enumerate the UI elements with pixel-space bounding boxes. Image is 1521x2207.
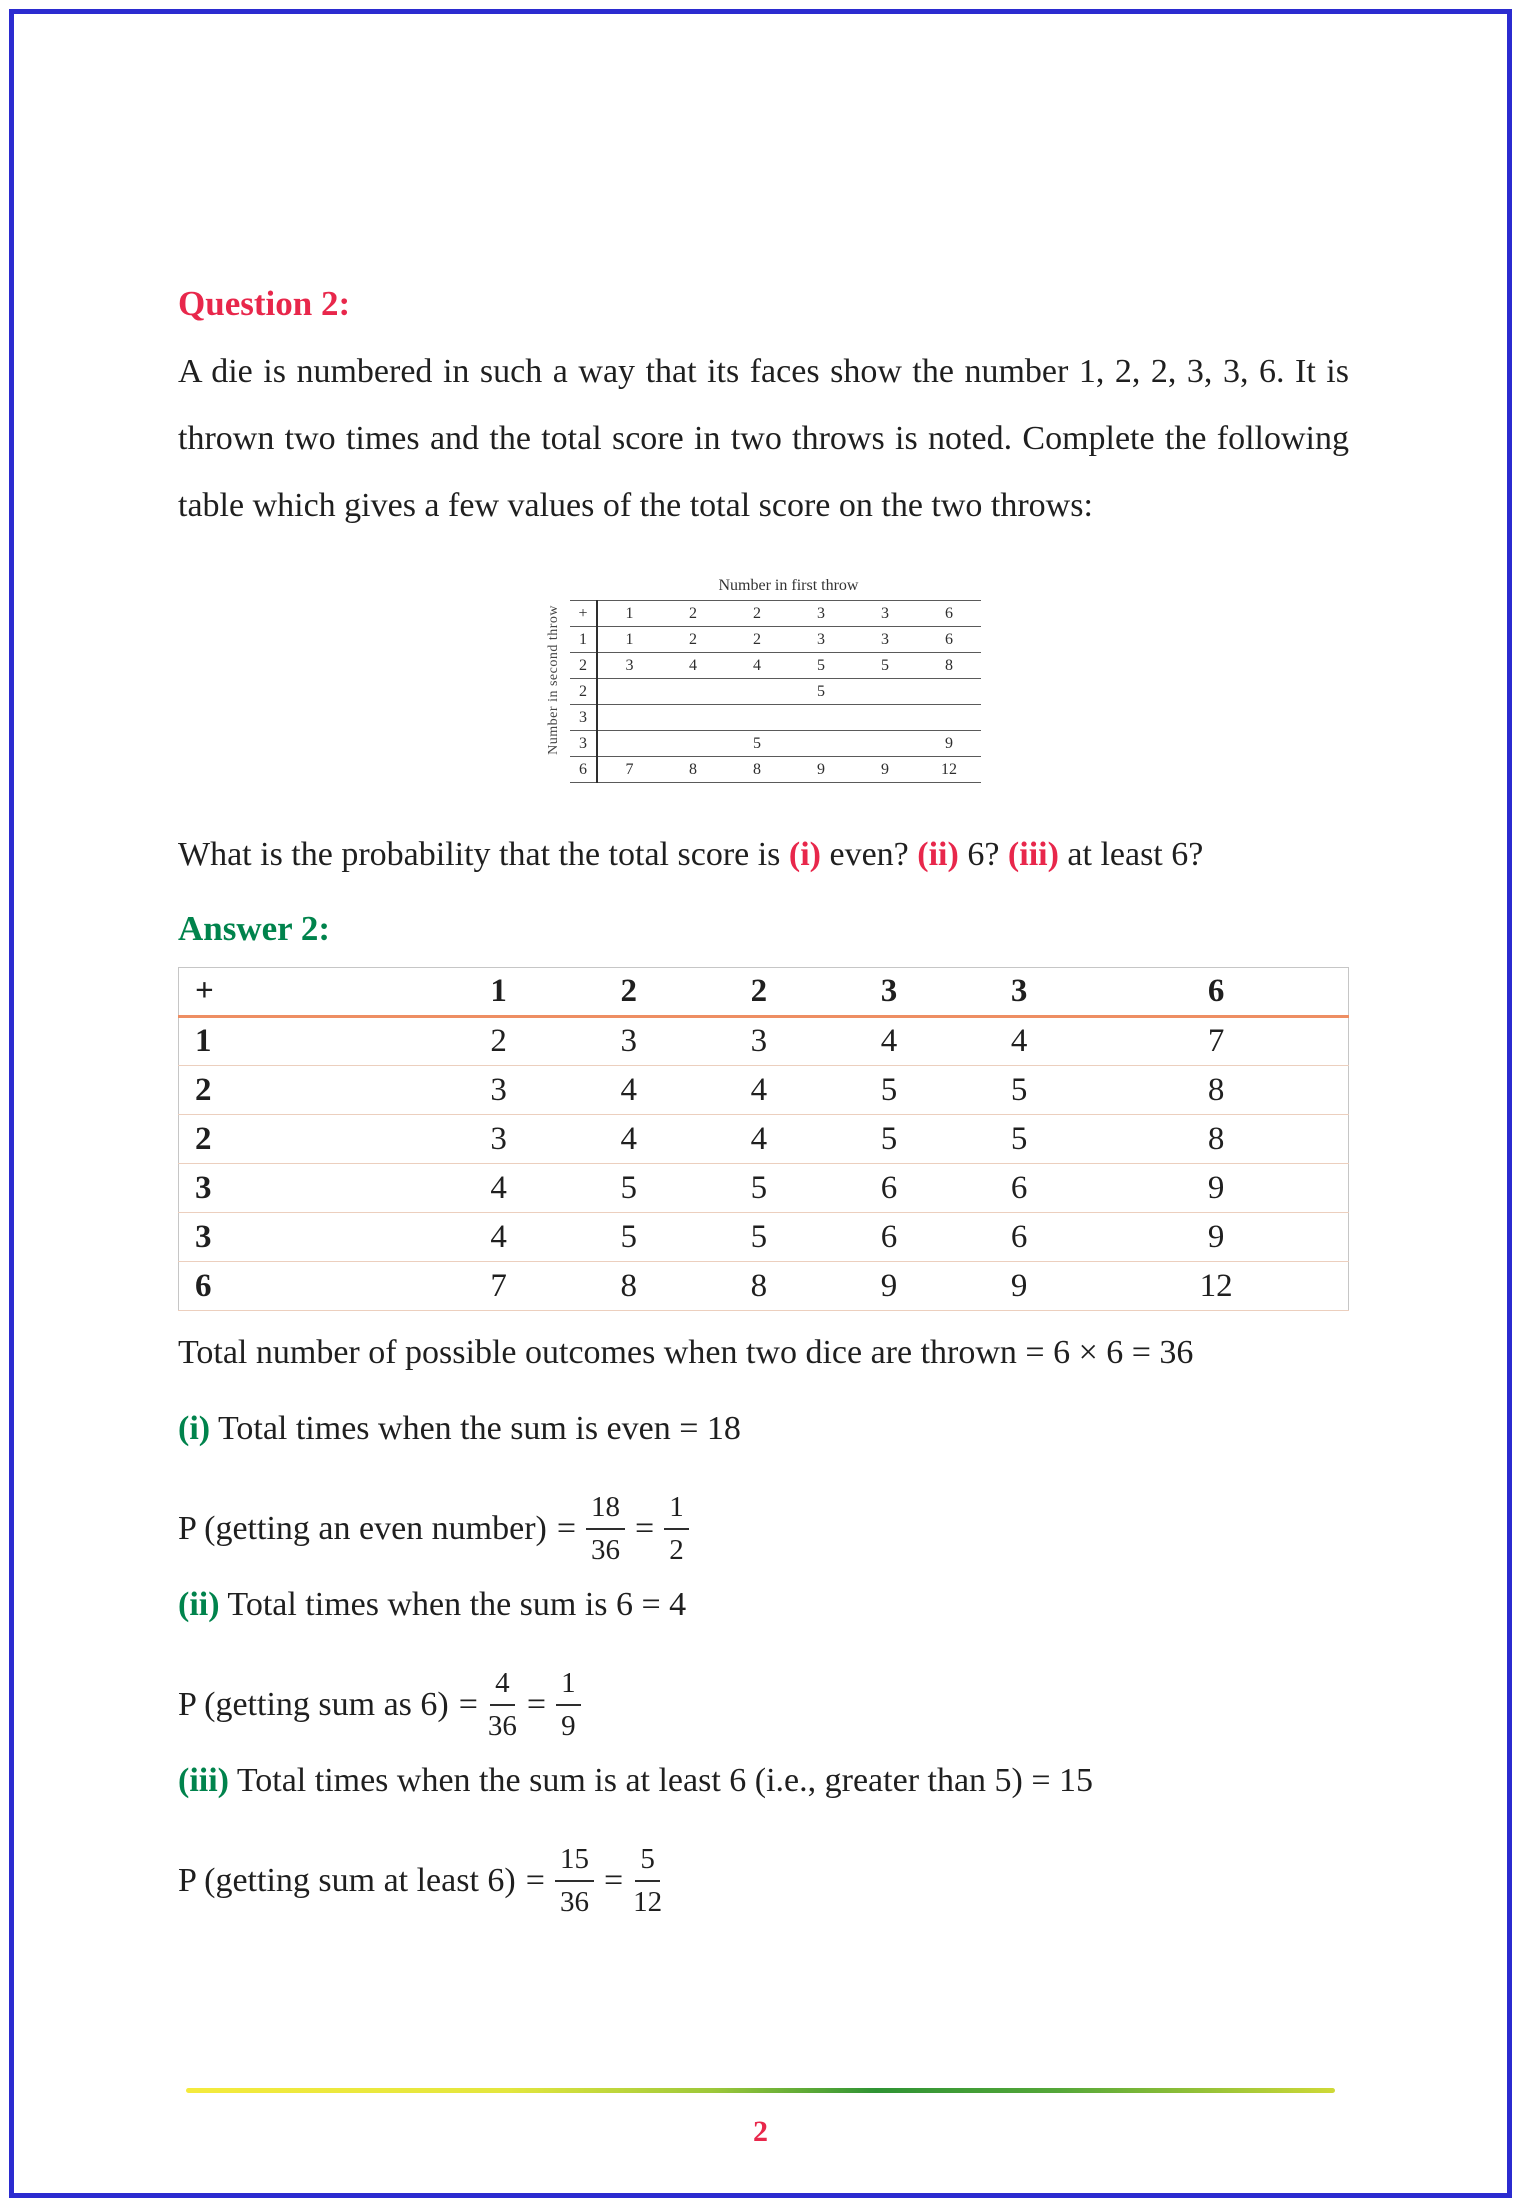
equals-sign: =: [556, 1510, 577, 1547]
table-cell: [853, 731, 917, 757]
table-cell: 4: [434, 1213, 564, 1262]
table-cell: 5: [824, 1066, 954, 1115]
fraction-denominator: 9: [561, 1710, 576, 1742]
page-content: [178, 284, 1349, 1923]
table-cell: 4: [824, 1017, 954, 1066]
table-header-cell: 3: [853, 601, 917, 627]
row-label-cell: 6: [179, 1262, 434, 1311]
second-throw-axis: [546, 605, 562, 755]
question-body: A die is numbered in such a way that its faces show the number 1, 2, 2, 3, 3, 6. It is thrown two times and the total score in two throws is noted. Complete the following table which gives a few values of the total score on the two throws:: [178, 353, 1349, 524]
table-cell: 3: [434, 1066, 564, 1115]
table-header-cell: 3: [954, 968, 1084, 1017]
marker-ii: (ii): [178, 1586, 220, 1623]
row-label-cell: 3: [179, 1213, 434, 1262]
table-cell: 9: [954, 1262, 1084, 1311]
table-cell: 2: [661, 627, 725, 653]
table-cell: 4: [661, 653, 725, 679]
table-cell: 5: [824, 1115, 954, 1164]
table-cell: 9: [1084, 1213, 1348, 1262]
fraction-numerator: 18: [586, 1490, 625, 1530]
table-header-cell: 1: [597, 601, 661, 627]
prob-prefix: What is the probability that the total score is: [178, 836, 789, 873]
table-cell: 3: [564, 1017, 694, 1066]
table-cell: 2: [434, 1017, 564, 1066]
table-cell: [597, 679, 661, 705]
table-cell: 5: [789, 679, 853, 705]
fraction-numerator: 1: [556, 1666, 581, 1706]
item-ii-text: Total times when the sum is 6 = 4: [219, 1586, 687, 1623]
equals-sign: =: [525, 1862, 545, 1899]
table-row: [179, 1115, 1349, 1164]
table-cell: 3: [597, 653, 661, 679]
second-throw-axis-label: Number in second throw: [546, 605, 561, 755]
probability-even-line: [178, 1487, 1349, 1571]
table-row: [179, 1213, 1349, 1262]
table-cell: [789, 731, 853, 757]
p-even-prefix: P (getting an even number): [178, 1510, 547, 1547]
table-cell: 8: [661, 757, 725, 783]
table-cell: 3: [434, 1115, 564, 1164]
probability-atleast-line: [178, 1839, 1349, 1923]
table-cell: 4: [694, 1115, 824, 1164]
first-throw-axis-label: Number in first throw: [718, 577, 859, 594]
table-header-cell: 2: [725, 601, 789, 627]
answer-label: Answer 2:: [178, 909, 330, 948]
table-cell: 5: [564, 1213, 694, 1262]
footer-divider: [186, 2088, 1335, 2093]
table-cell: 8: [564, 1262, 694, 1311]
item-i-text: Total times when the sum is even = 18: [210, 1410, 741, 1447]
marker-ii: (ii): [917, 836, 959, 873]
table-cell: 8: [1084, 1115, 1348, 1164]
table-cell: 4: [564, 1066, 694, 1115]
answer-item-ii: [178, 1581, 1349, 1629]
table-cell: [917, 705, 981, 731]
row-label-cell: 2: [179, 1115, 434, 1164]
table-cell: 4: [564, 1115, 694, 1164]
table-cell: 5: [789, 653, 853, 679]
table-cell: [661, 731, 725, 757]
table-cell: 4: [434, 1164, 564, 1213]
table-cell: 8: [725, 757, 789, 783]
prob-iii-text: at least 6?: [1058, 836, 1204, 873]
prob-ii-text: 6?: [958, 836, 1008, 873]
row-label-cell: 2: [179, 1066, 434, 1115]
fraction-denominator: 36: [487, 1710, 517, 1742]
fraction-numerator: 5: [635, 1842, 660, 1882]
table-cell: 6: [917, 627, 981, 653]
marker-i: (i): [178, 1410, 211, 1447]
table-row: [179, 1017, 1349, 1066]
table-row: [570, 705, 981, 731]
table-row: [570, 653, 981, 679]
table-row: [179, 1066, 1349, 1115]
table-cell: 9: [853, 757, 917, 783]
fraction: [555, 1842, 594, 1920]
table-cell: 3: [853, 627, 917, 653]
partial-table-figure: [546, 577, 981, 783]
p-six-prefix: P (getting sum as 6): [178, 1686, 449, 1723]
table-cell: [853, 679, 917, 705]
row-label-cell: 1: [570, 627, 597, 653]
table-cell: [661, 705, 725, 731]
table-header-cell: 1: [434, 968, 564, 1017]
table-cell: 4: [954, 1017, 1084, 1066]
equals-sign: =: [635, 1510, 655, 1547]
table-header-row: [179, 968, 1349, 1017]
table-cell: 1: [597, 627, 661, 653]
table-cell: 6: [954, 1164, 1084, 1213]
table-row: [570, 679, 981, 705]
partial-table-wrap: [570, 577, 981, 783]
table-row: [179, 1164, 1349, 1213]
fraction-denominator: 36: [591, 1534, 621, 1566]
answer-item-i: [178, 1405, 1349, 1453]
table-cell: [789, 705, 853, 731]
table-cell: 4: [725, 653, 789, 679]
table-header-cell: 2: [661, 601, 725, 627]
table-cell: 8: [917, 653, 981, 679]
table-cell: 12: [917, 757, 981, 783]
page-number: 2: [753, 2115, 768, 2148]
table-cell: 8: [694, 1262, 824, 1311]
table-cell: 8: [1084, 1066, 1348, 1115]
answer-score-table: [178, 967, 1349, 1311]
question-label: Question 2:: [178, 284, 351, 323]
table-row: [570, 627, 981, 653]
table-cell: 2: [725, 627, 789, 653]
fraction: [664, 1490, 689, 1568]
table-cell: 3: [789, 627, 853, 653]
total-outcomes-line: Total number of possible outcomes when two dice are thrown = 6 × 6 = 36: [178, 1334, 1194, 1371]
table-cell: 5: [954, 1115, 1084, 1164]
probability-six-line: [178, 1663, 1349, 1747]
row-label-cell: 2: [570, 653, 597, 679]
fraction-denominator: 2: [669, 1534, 684, 1566]
table-cell: 12: [1084, 1262, 1348, 1311]
fraction-denominator: 36: [559, 1886, 589, 1918]
table-cell: 7: [434, 1262, 564, 1311]
probability-question: [178, 831, 1349, 879]
equals-sign: =: [603, 1862, 624, 1899]
table-cell: 9: [789, 757, 853, 783]
table-header-cell: 3: [824, 968, 954, 1017]
item-iii-text: Total times when the sum is at least 6 (i.e., greater than 5) = 15: [228, 1762, 1094, 1799]
table-header-cell: 6: [917, 601, 981, 627]
table-header-cell: +: [570, 601, 597, 627]
table-cell: [597, 705, 661, 731]
table-cell: [661, 679, 725, 705]
table-cell: 5: [564, 1164, 694, 1213]
fraction: [633, 1842, 662, 1920]
table-row: [570, 601, 981, 627]
marker-iii: (iii): [1007, 836, 1059, 873]
table-cell: 7: [1084, 1017, 1348, 1066]
table-cell: 3: [694, 1017, 824, 1066]
table-cell: 9: [917, 731, 981, 757]
equals-sign: =: [458, 1686, 478, 1723]
marker-i: (i): [788, 836, 821, 873]
table-cell: [853, 705, 917, 731]
table-cell: 5: [694, 1213, 824, 1262]
fraction: [586, 1490, 625, 1568]
table-cell: 9: [1084, 1164, 1348, 1213]
table-cell: [917, 679, 981, 705]
prob-i-text: even?: [821, 836, 918, 873]
table-cell: 7: [597, 757, 661, 783]
fraction-numerator: 15: [555, 1842, 594, 1882]
row-label-cell: 3: [179, 1164, 434, 1213]
table-cell: 6: [824, 1164, 954, 1213]
p-atleast-prefix: P (getting sum at least 6): [178, 1862, 516, 1899]
table-header-cell: 2: [564, 968, 694, 1017]
fraction-numerator: 4: [490, 1666, 515, 1706]
equals-sign: =: [526, 1686, 547, 1723]
fraction-denominator: 12: [633, 1886, 663, 1918]
row-label-cell: 6: [570, 757, 597, 783]
row-label-cell: 2: [570, 679, 597, 705]
row-label-cell: 1: [179, 1017, 434, 1066]
table-cell: 4: [694, 1066, 824, 1115]
fraction: [556, 1666, 581, 1744]
table-header-cell: +: [179, 968, 434, 1017]
table-cell: 5: [954, 1066, 1084, 1115]
answer-item-iii: [178, 1757, 1349, 1805]
table-header-cell: 3: [789, 601, 853, 627]
table-row: [570, 731, 981, 757]
fraction-numerator: 1: [664, 1490, 689, 1530]
table-row: [570, 757, 981, 783]
table-cell: 5: [725, 731, 789, 757]
table-header-cell: 6: [1084, 968, 1348, 1017]
table-cell: 9: [824, 1262, 954, 1311]
row-label-cell: 3: [570, 731, 597, 757]
table-cell: 5: [694, 1164, 824, 1213]
table-cell: 6: [954, 1213, 1084, 1262]
row-label-cell: 3: [570, 705, 597, 731]
marker-iii: (iii): [178, 1762, 229, 1799]
table-cell: [725, 705, 789, 731]
table-cell: 6: [824, 1213, 954, 1262]
partial-score-table: [570, 600, 981, 783]
table-cell: [597, 731, 661, 757]
table-row: [179, 1262, 1349, 1311]
table-header-cell: 2: [694, 968, 824, 1017]
table-cell: 5: [853, 653, 917, 679]
fraction: [488, 1666, 517, 1744]
table-cell: [725, 679, 789, 705]
